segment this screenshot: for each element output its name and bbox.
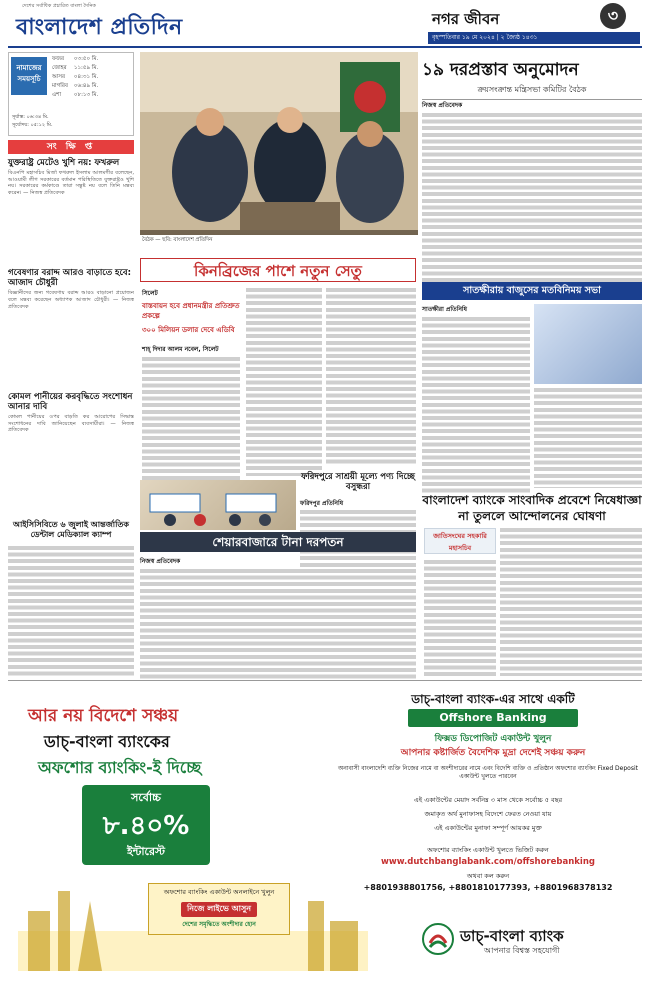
prayer-name: মাগরিব	[52, 82, 68, 89]
sunrise-time: সূর্যোদয়: ০৫:১২ মি.	[12, 122, 53, 128]
protest-photo-illustration	[140, 480, 296, 530]
satkhira-text	[422, 317, 530, 493]
prayer-times-box	[8, 52, 134, 136]
satkhira-body	[422, 304, 530, 493]
bridge-text-col3	[326, 288, 416, 464]
meeting-photo-illustration	[140, 52, 418, 230]
bb-headline[interactable]: বাংলাদেশ ব্যাংকে সাংবাদিক প্রবেশে নিষেধাজ্ঞা না তুললে আন্দোলনের ঘোষণা	[422, 493, 642, 523]
share-market-headline[interactable]: শেয়ারবাজারে টানা দরপতন	[140, 532, 416, 552]
ad-tax-text: এই একাউন্টের মুনাফা সম্পূর্ণ আয়কর মুক্ত	[434, 824, 542, 832]
prayer-time: ০৮:১৩ মি.	[73, 91, 99, 98]
left-column	[8, 52, 134, 440]
share-market-byline: নিজস্ব প্রতিবেদক	[140, 558, 181, 565]
bridge-location: সিলেট	[142, 290, 158, 297]
bridge-headline[interactable]: কিনব্রিজের পাশে নতুন সেতু	[140, 258, 416, 282]
faridpur-headline[interactable]: ফরিদপুরে সাশ্রয়ী মূল্যে পণ্য দিচ্ছে বসুন্ধরা	[301, 472, 415, 492]
aito-text	[8, 546, 134, 676]
prayer-time: ১১:৫৯ মি.	[73, 64, 99, 71]
ad-left-headline-1: আর নয় বিদেশে সঞ্চয়	[28, 706, 179, 726]
rate-value: ৮.৪০%	[102, 811, 190, 841]
rate-label-bottom: ইন্টারেস্ট	[126, 845, 166, 858]
brief-title: যুক্তরাষ্ট্র মেটেও খুশি নয়: ফখরুল	[8, 158, 120, 168]
prayer-time: ০৬:৪৯ মি.	[73, 82, 99, 89]
ad-phone-numbers[interactable]: +8801938801756, +8801810177393, +8801968378132	[363, 883, 613, 892]
table-row	[49, 73, 101, 82]
bridge-text-col2	[246, 288, 322, 476]
sign-footer: দেশের সমৃদ্ধিতে অংশীদার হোন	[182, 921, 256, 928]
brief-body-filler	[8, 202, 134, 262]
newspaper-logo[interactable]: বাংলাদেশ প্রতিদিন	[16, 14, 183, 40]
bank-slogan: আপনার বিশ্বস্ত সহযোগী	[484, 946, 560, 955]
ad-visit-text: অফশোর ব্যাংকিং একাউন্ট খুলতে ভিজিট করুন	[427, 846, 549, 854]
bridge-point-1: বাস্তবায়ন হবে প্রধানমন্ত্রীর প্রতিশ্রুত প্রকল্পে	[142, 302, 240, 320]
sun-times	[12, 113, 53, 129]
bb-text-col2	[500, 528, 642, 676]
brief-title: কোমল পানীয়ের করবৃদ্ধিতে সংশোধন আনার দাবি	[8, 392, 133, 413]
brief-body: কোমল পানীয়ের ওপর বাড়তি কর আরোপের সিদ্ধান্ত সংশোধনের দাবি জানিয়েছেন ব্যবসায়ীরা। — নিজস্ব প্রতিবেদক	[8, 414, 134, 434]
brief-body-filler	[8, 316, 134, 386]
bridge-highlights	[142, 288, 242, 335]
brief-section-label: সং ক্ষি প্ত	[8, 140, 134, 154]
table-row	[49, 82, 101, 91]
prayer-name: জোহর	[52, 64, 67, 71]
masthead-divider	[8, 46, 642, 48]
dutch-bangla-bank-ad[interactable]	[8, 680, 642, 979]
brief-item[interactable]	[8, 158, 134, 262]
prayer-name: ফজর	[52, 55, 64, 62]
brief-body: বিএনপি মহাসচিব মির্জা ফখরুল ইসলাম আলমগীর বলেছেন, আওয়ামী লীগ সরকারের বর্তমান পরিস্থিতিতে যুক্তরাষ্ট্রও খুশি নয়। সরকারের কর্মকাণ্ডে তারা সন্তুষ্ট নয় বলে তিনি মন্তব্য করেন। — নিজস্ব প্রতিবেদক	[8, 170, 134, 196]
brief-body: বিজ্ঞানীদের জন্য গবেষণায় বরাদ্দ আরও বাড়ানো প্রয়োজন বলে মন্তব্য করেছেন অধ্যাপক আজাদ চৌধুরী। — নিজস্ব প্রতিবেদক	[8, 290, 134, 310]
ad-tenure-text: এই একাউন্টের মেয়াদ সর্বনিম্ন ৩ মাস থেকে সর্বোচ্চ ৫ বছর	[413, 796, 563, 804]
bb-text-col1	[424, 560, 496, 676]
ad-right-headline-3: ফিক্সড ডিপোজিট একাউন্ট খুলুন	[434, 734, 552, 744]
photo-caption: বৈঠক — ছবি: বাংলাদেশ প্রতিদিন	[140, 235, 418, 246]
masthead	[0, 0, 650, 46]
sign-text: অফশোর ব্যাংকিং একাউন্ট অনলাইনে খুলুন	[163, 888, 275, 896]
sunset-time: সূর্যাস্ত: ০৬:৩৪ মি.	[12, 114, 49, 120]
table-row	[49, 91, 101, 100]
satkhira-text-col2	[534, 388, 642, 488]
ad-repatriation-text: জমাকৃত অর্থ মুনাফাসহ বিদেশে ফেরত নেওয়া যায়	[424, 810, 552, 818]
share-market-text	[140, 569, 416, 679]
brief-item[interactable]	[8, 268, 134, 386]
satkhira-photo	[534, 304, 642, 384]
prayer-times-table	[49, 55, 101, 100]
prayer-name: এশা	[52, 91, 62, 98]
ad-left-headline-2: ডাচ্-বাংলা ব্যাংকের	[44, 732, 170, 751]
bridge-byline: শাহ্ দিদার আলম নবেল, সিলেট	[142, 346, 219, 353]
meeting-photo	[140, 52, 418, 246]
rate-label-top: সর্বোচ্চ	[131, 791, 161, 804]
date-line: বৃহস্পতিবার ১৯ মে ২০২৪ | ২ জ্যৈষ্ঠ ১৪৩১	[428, 32, 640, 44]
faridpur-byline: ফরিদপুর প্রতিনিধি	[300, 500, 344, 507]
section-title: নগর জীবন	[432, 10, 500, 28]
prayer-time: ০৪:৩১ মি.	[73, 73, 99, 80]
prayer-time: ০৩:৫০ মি.	[73, 55, 99, 62]
story-19-text	[422, 113, 642, 283]
bridge-point-2: ৩০০ মিলিয়ন ডলার দেবে এডিবি	[142, 326, 235, 334]
protest-photo	[140, 480, 296, 530]
ad-eligibility-text: অনাবাসী বাংলাদেশি ব্যক্তি নিজের নামে বা অংশীদারের নামে এবং বিদেশি ব্যক্তি ও প্রতিষ্ঠান অফশোর ব্যাংকিং Fixed Deposit একাউন্ট খুলতে পারবেন	[338, 765, 638, 780]
bank-name: ডাচ্-বাংলা ব্যাংক	[460, 927, 564, 945]
offshore-banking-label: Offshore Banking	[408, 709, 578, 727]
ad-right-headline-1: ডাচ্-বাংলা ব্যাংক-এর সাথে একটি	[411, 692, 575, 706]
ad-call-text: অথবা কল করুন	[466, 872, 510, 880]
sign-button[interactable]: নিজে লাইভে আসুন	[181, 902, 257, 917]
table-row	[49, 64, 101, 73]
brief-item[interactable]	[8, 392, 134, 434]
ad-right-headline-4: আপনার কষ্টার্জিত বৈদেশিক মুদ্রা দেশেই সঞ্চয় করুন	[400, 748, 586, 758]
story-19-body	[422, 100, 642, 283]
masthead-tagline: দেশের সর্বাধিক প্রচারিত বাংলা দৈনিক	[22, 3, 96, 9]
prayer-name: আসর	[52, 73, 66, 80]
story-19-subhead: ক্রয়সংক্রান্ত মন্ত্রিসভা কমিটির বৈঠক	[422, 84, 642, 100]
page-number: ৩	[600, 3, 626, 29]
online-account-sign[interactable]	[148, 883, 290, 935]
prayer-times-badge: নামাজের সময়সূচি	[11, 57, 47, 95]
share-market-body	[140, 556, 416, 679]
aito-headline[interactable]: আইসিসিবিতে ৬ জুলাই আন্তর্জাতিক ডেন্টাল মেডিক্যাল ক্যাম্প	[13, 520, 129, 539]
satkhira-headline[interactable]: সাতক্ষীরায় বাজুসের মতবিনিময় সভা	[422, 282, 642, 300]
bank-logo-icon	[422, 923, 454, 955]
ad-website-link[interactable]: www.dutchbanglabank.com/offshorebanking	[381, 857, 595, 867]
ad-left-headline-3: অফশোর ব্যাংকিং-ই দিচ্ছে	[38, 758, 202, 777]
interest-rate-badge	[82, 785, 210, 865]
table-row	[49, 55, 101, 64]
story-19-byline: নিজস্ব প্রতিবেদক	[422, 102, 463, 109]
satkhira-byline: সাতক্ষীরা প্রতিনিধি	[422, 306, 467, 313]
bb-highlight-box: জাতিসংঘের সহকারি মহাসচিব	[424, 528, 496, 554]
story-19-headline[interactable]: ১৯ দরপ্রস্তাব অনুমোদন	[422, 60, 579, 80]
brief-title: গবেষণার বরাদ্দ আরও বাড়াতে হবে: আজাদ চৌধুরী	[8, 268, 132, 289]
